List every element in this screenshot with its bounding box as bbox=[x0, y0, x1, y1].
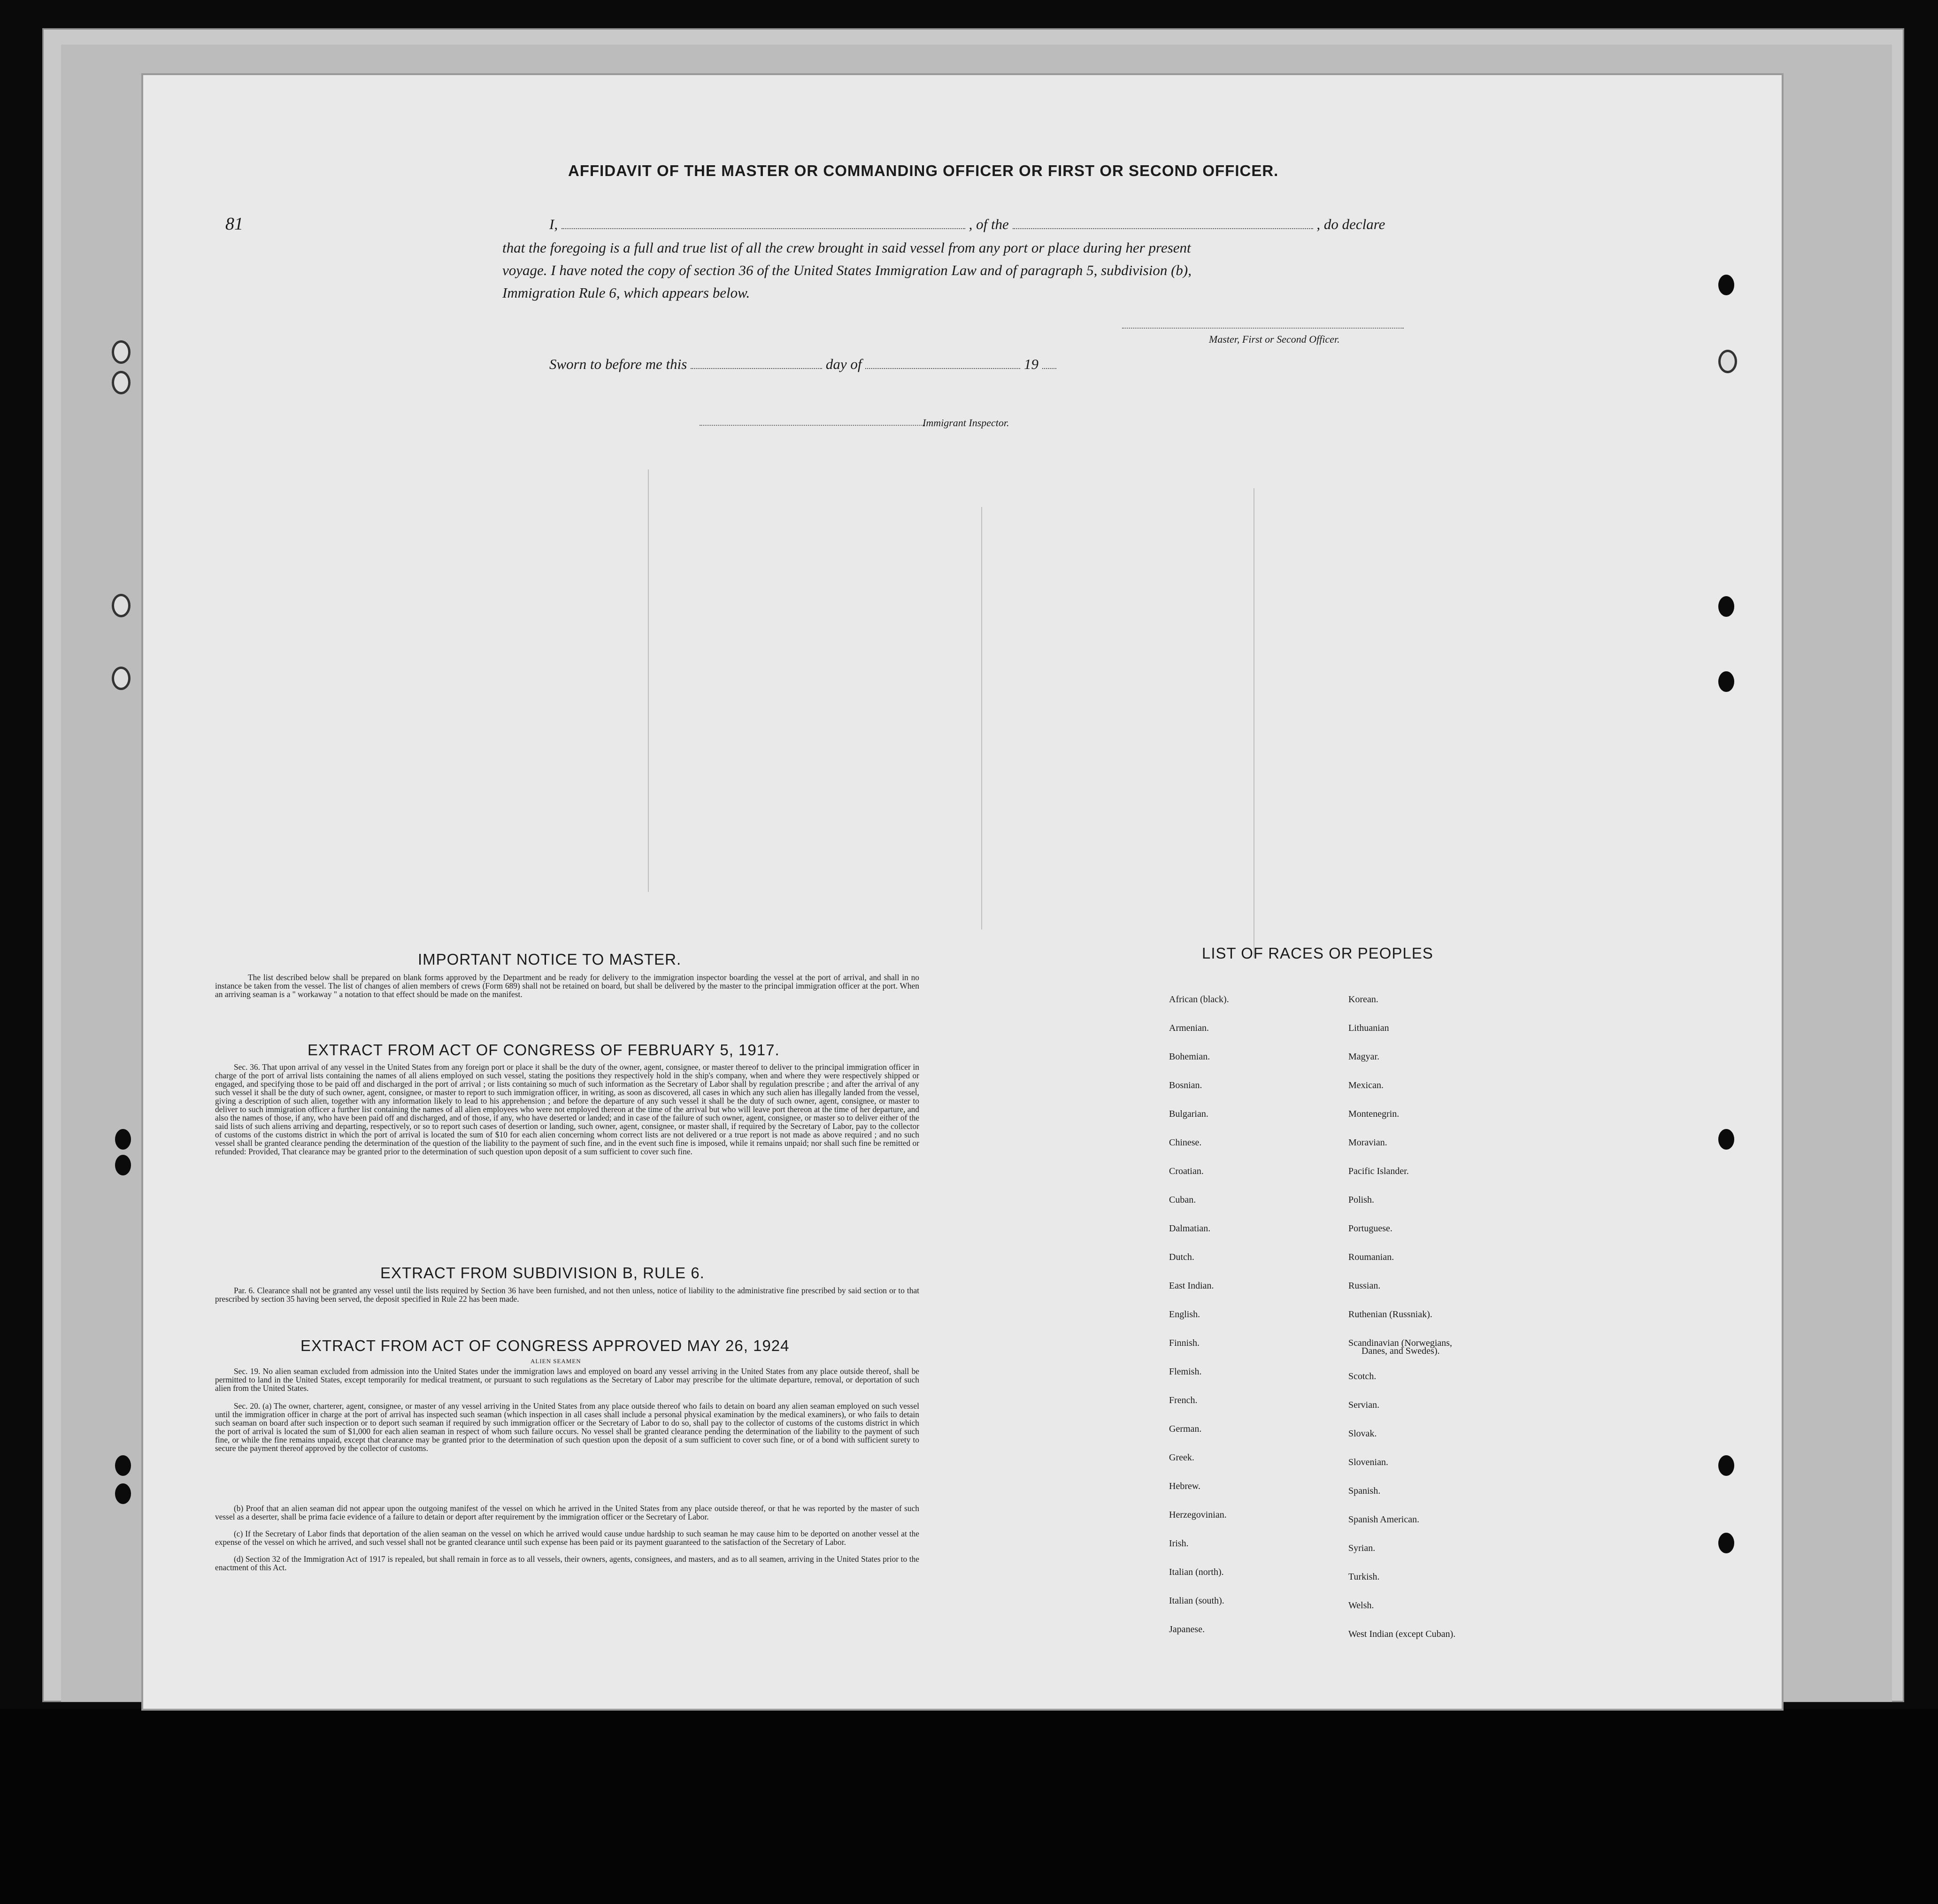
race-item: Herzegovinian. bbox=[1169, 1510, 1227, 1520]
race-item: Polish. bbox=[1348, 1195, 1375, 1205]
punch-hole-icon bbox=[115, 1155, 131, 1175]
race-item: Syrian. bbox=[1348, 1543, 1376, 1553]
race-item: Italian (north). bbox=[1169, 1567, 1224, 1577]
race-item: Welsh. bbox=[1348, 1600, 1374, 1611]
race-item: German. bbox=[1169, 1424, 1202, 1434]
inspector-caption: Immigrant Inspector. bbox=[923, 417, 1009, 429]
race-item: French. bbox=[1169, 1395, 1198, 1405]
race-item: East Indian. bbox=[1169, 1281, 1214, 1291]
race-item: Cuban. bbox=[1169, 1195, 1196, 1205]
master-signature-line[interactable] bbox=[1122, 328, 1404, 329]
binder-ring-icon bbox=[1718, 350, 1737, 373]
form-page bbox=[143, 75, 1782, 1709]
race-item: Montenegrin. bbox=[1348, 1109, 1400, 1119]
race-item: Finnish. bbox=[1169, 1338, 1200, 1348]
race-item: Slovak. bbox=[1348, 1428, 1377, 1439]
affidavit-line-1 bbox=[549, 216, 1385, 233]
sworn-month-field[interactable] bbox=[865, 356, 1020, 369]
sworn-line bbox=[549, 356, 1056, 373]
affidavit-line-4: Immigration Rule 6, which appears below. bbox=[502, 284, 750, 301]
race-item: Chinese. bbox=[1169, 1137, 1202, 1148]
races-title: LIST OF RACES OR PEOPLES bbox=[1202, 944, 1433, 962]
race-item-continuation: Danes, and Swedes). bbox=[1361, 1346, 1440, 1356]
race-item: Dutch. bbox=[1169, 1252, 1194, 1262]
affidavit-line-2: that the foregoing is a full and true list of all the crew brought in said vessel from any port or place during her present bbox=[502, 239, 1191, 256]
notice-title: IMPORTANT NOTICE TO MASTER. bbox=[418, 951, 682, 968]
sworn-year-field[interactable] bbox=[1042, 356, 1056, 369]
race-item: Italian (south). bbox=[1169, 1596, 1224, 1606]
race-item: Flemish. bbox=[1169, 1367, 1202, 1377]
race-item: Russian. bbox=[1348, 1281, 1381, 1291]
punch-hole-icon bbox=[1718, 671, 1734, 692]
race-item: Japanese. bbox=[1169, 1624, 1205, 1635]
race-item: Scandinavian (Norwegians, bbox=[1348, 1338, 1453, 1348]
race-item: Bohemian. bbox=[1169, 1052, 1210, 1062]
sworn-day-field[interactable] bbox=[691, 356, 822, 369]
race-item: Greek. bbox=[1169, 1452, 1194, 1463]
punch-hole-icon bbox=[1718, 1129, 1734, 1150]
race-item: Scotch. bbox=[1348, 1371, 1377, 1382]
affidavit-title: AFFIDAVIT OF THE MASTER OR COMMANDING OFFICER OR FIRST OR SECOND OFFICER. bbox=[568, 162, 1279, 179]
race-item: Bulgarian. bbox=[1169, 1109, 1208, 1119]
race-item: English. bbox=[1169, 1309, 1200, 1320]
punch-hole-icon bbox=[115, 1129, 131, 1150]
binder-ring-icon bbox=[112, 667, 131, 690]
affidavit-of-the-label: , of the bbox=[969, 216, 1009, 232]
extract-1917-text: Sec. 36. That upon arrival of any vessel in the United States from any foreign port or place it shall be the duty of the owner, agent, consignee, or master thereof to deliver to the principal immigration officer in charge of the port of arrival lists containing the names of all aliens employed on such vessel, stating the positions they respectively hold in the ship's company, when and where they were respectively shipped or engaged, and specifying those to be paid off and discharged in the port of arrival ; or lists containing so much of such information as the Secretary of Labor shall by regulation prescribe ; and after the arrival of any such vessel it shall be the duty of such owner, agent, consignee, or master to report to such immigration officer, in writing, as soon as discovered, all cases in which any such alien has illegally landed from the vessel, giving a description of such alien, together with any information likely to lead to his apprehension ; and before the departure of any such vessel it shall be the duty of such owner, agent, consignee, or master to deliver to such immigration officer a further list containing the names of all alien employees who were not employed thereon at the time of the arrival but who will leave port thereon at the time of her departure, and also the names of those, if any, who have been paid off and discharged, and of those, if any, who have deserted or landed; and in case of the failure of such owner, agent, consignee, or master so to deliver either of the said lists of such aliens arriving and departing, respectively, or so to report such cases of desertion or landing, such owner, agent, consignee, or master shall, if required by the Secretary of Labor, pay to the collector of customs of the customs district in which the port of arrival is located the sum of $10 for each alien concerning whom correct lists are not delivered or a true report is not made as above required ; and no such vessel shall be granted clearance pending the determination of the question of the liability to the payment of such fine, and in the event such fine is imposed, while it remains unpaid; nor shall such fine be remitted or refunded: Provided, That clearance may be granted prior to the determination of such question upon deposit of a sum sufficient to cover such fine. bbox=[215, 1062, 919, 1156]
extract-1924-sec19: Sec. 19. No alien seaman excluded from admission into the United States under the immigration laws and employed on board any vessel arriving in the United States from any place outside thereof, shall be permitted to land in the United States, except temporarily for medical treatment, or pursuant to such regulations as the Secretary of Labor may prescribe for the ultimate departure, removal, or deportation of such alien from the United States. bbox=[215, 1367, 919, 1393]
race-item: Bosnian. bbox=[1169, 1080, 1202, 1090]
race-item: Spanish American. bbox=[1348, 1514, 1420, 1525]
race-item: Slovenian. bbox=[1348, 1457, 1388, 1467]
race-item: Ruthenian (Russniak). bbox=[1348, 1309, 1432, 1320]
extract-1924-title: EXTRACT FROM ACT OF CONGRESS APPROVED MAY 26, 1924 bbox=[300, 1337, 790, 1354]
bleed-through-line bbox=[648, 469, 649, 892]
vessel-name-field[interactable] bbox=[1013, 216, 1313, 229]
punch-hole-icon bbox=[1718, 275, 1734, 295]
affidavit-i-label: I, bbox=[549, 216, 558, 232]
inspector-signature-line[interactable] bbox=[700, 425, 925, 426]
sworn-day-of-label: day of bbox=[825, 356, 862, 372]
race-item: Armenian. bbox=[1169, 1023, 1209, 1033]
extract-rule6-text: Par. 6. Clearance shall not be granted any vessel until the lists required by Section 36 have been furnished, and not then unless, notice of liability to the administrative fine prescribed by said section or to that prescribed by section 35 having been served, the deposit specified in Rule 22 has been made. bbox=[215, 1286, 919, 1304]
extract-1924-sec20b: (b) Proof that an alien seaman did not appear upon the outgoing manifest of the vessel on which he arrived in the United States from any place outside thereof, or that he was reported by the master of such vessel as a deserter, shall be prima facie evidence of a failure to detain or deport after requirement by the immigration officer or the Secretary of Labor. bbox=[215, 1504, 919, 1521]
race-item: Lithuanian bbox=[1348, 1023, 1389, 1033]
binder-ring-icon bbox=[112, 340, 131, 364]
punch-hole-icon bbox=[1718, 1455, 1734, 1476]
race-item: Magyar. bbox=[1348, 1052, 1380, 1062]
race-item: Portuguese. bbox=[1348, 1223, 1392, 1234]
race-item: Turkish. bbox=[1348, 1572, 1380, 1582]
race-item: Croatian. bbox=[1169, 1166, 1204, 1176]
punch-hole-icon bbox=[1718, 1533, 1734, 1553]
master-caption: Master, First or Second Officer. bbox=[1209, 333, 1340, 345]
race-item: Roumanian. bbox=[1348, 1252, 1394, 1262]
extract-1924-sec20d: (d) Section 32 of the Immigration Act of 1917 is repealed, but shall remain in force as to all vessels, their owners, agents, consignees, and masters, and as to all seamen, arriving in the United States prior to the enactment of this Act. bbox=[215, 1554, 919, 1572]
binder-ring-icon bbox=[112, 594, 131, 617]
notice-text: The list described below shall be prepared on blank forms approved by the Department and be ready for delivery to the immigration inspector boarding the vessel at the port of arrival, and shall in no instance be taken from the vessel. The list of changes of alien members of crews (Form 689) shall not be retained on board, but shall be delivered by the master to the principal immigration officer at the port. When an arriving seaman is a " workaway " a notation to that effect should be made on the manifest. bbox=[215, 973, 919, 999]
punch-hole-icon bbox=[115, 1483, 131, 1504]
punch-hole-icon bbox=[1718, 596, 1734, 617]
race-item: Dalmatian. bbox=[1169, 1223, 1211, 1234]
sworn-prefix-label: Sworn to before me this bbox=[549, 356, 687, 372]
race-item: Hebrew. bbox=[1169, 1481, 1201, 1491]
extract-1917-title: EXTRACT FROM ACT OF CONGRESS OF FEBRUARY 5, 1917. bbox=[308, 1041, 780, 1059]
affidavit-do-declare-label: , do declare bbox=[1316, 216, 1385, 232]
extract-1924-subtitle: ALIEN SEAMEN bbox=[531, 1358, 581, 1365]
race-item: Servian. bbox=[1348, 1400, 1380, 1410]
binder-ring-icon bbox=[112, 371, 131, 394]
punch-hole-icon bbox=[115, 1455, 131, 1476]
race-item: Irish. bbox=[1169, 1538, 1189, 1549]
bleed-through-line bbox=[981, 507, 982, 929]
extract-rule6-title: EXTRACT FROM SUBDIVISION B, RULE 6. bbox=[380, 1264, 705, 1282]
extract-1924-sec20c: (c) If the Secretary of Labor finds that deportation of the alien seaman on the vessel on which he arrived would cause undue hardship to such seaman he may cause him to be deported on another vessel at the expense of the vessel on which he arrived, and such vessel shall not be granted clearance until such expense has been paid or its payment guaranteed to the satisfaction of the Secretary of Labor. bbox=[215, 1529, 919, 1547]
scan-bottom-border bbox=[0, 1709, 1938, 1904]
race-item: Spanish. bbox=[1348, 1486, 1381, 1496]
race-item: West Indian (except Cuban). bbox=[1348, 1629, 1456, 1639]
master-name-field[interactable] bbox=[561, 216, 965, 229]
race-item: Mexican. bbox=[1348, 1080, 1384, 1090]
race-item: African (black). bbox=[1169, 994, 1229, 1005]
margin-page-number: 81 bbox=[225, 214, 243, 234]
extract-1924-sec20a: Sec. 20. (a) The owner, charterer, agent, consignee, or master of any vessel arriving in the United States from any place outside thereof who fails to detain on board any alien seaman employed on such vessel until the immigration officer in charge at the port of arrival has inspected such seaman (which inspection in all cases shall include a personal physical examination by the medical examiners), or who fails to detain such seaman on board after such inspection or to deport such seaman if required by such immigration officer or the Secretary of Labor to do so, shall pay to the collector of customs of the customs district in which the port of arrival is located the sum of $1,000 for each alien seaman in respect of whom such failure occurs. No vessel shall be granted clearance pending the determination of the liability to the payment of such fine, or while the fine remains unpaid, except that clearance may be granted prior to the determination of such question upon the deposit of a sum sufficient to cover such fine, or of a bond with sufficient surety to secure the payment thereof approved by the collector of customs. bbox=[215, 1401, 919, 1453]
race-item: Pacific Islander. bbox=[1348, 1166, 1409, 1176]
sworn-year-label: 19 bbox=[1023, 356, 1038, 372]
race-item: Moravian. bbox=[1348, 1137, 1387, 1148]
affidavit-line-3: voyage. I have noted the copy of section 36 of the United States Immigration Law and of paragraph 5, subdivision (b), bbox=[502, 262, 1192, 278]
race-item: Korean. bbox=[1348, 994, 1378, 1005]
